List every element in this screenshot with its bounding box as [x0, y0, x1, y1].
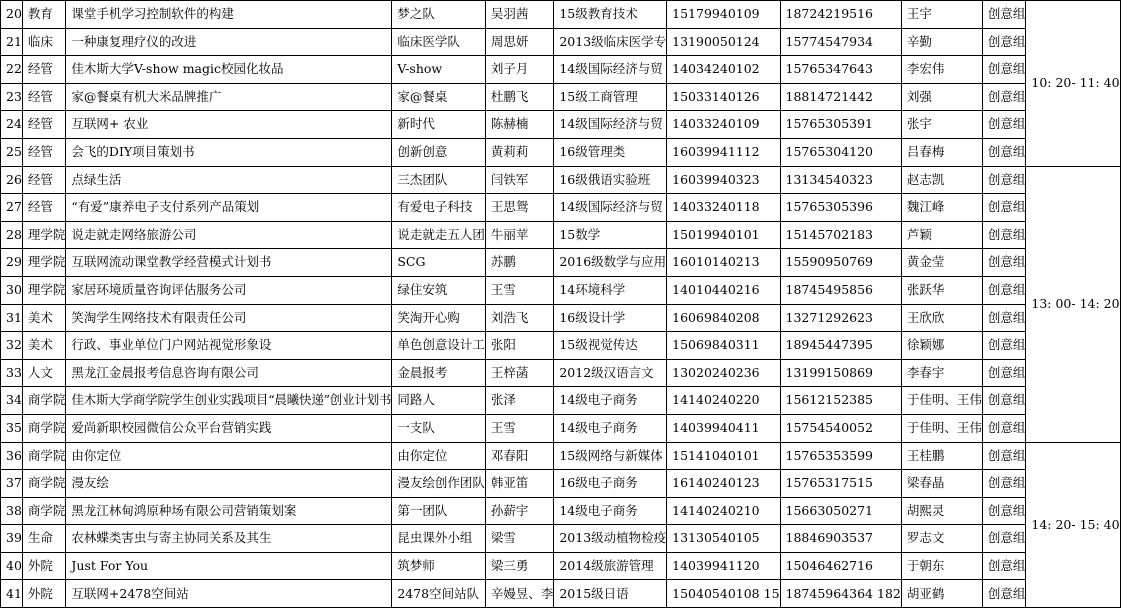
cell-group: 创意组 — [982, 552, 1026, 580]
cell-group: 创意组 — [982, 56, 1026, 84]
cell-department: 经管 — [22, 111, 66, 139]
table-row — [1, 56, 1121, 84]
cell-project: 说走就走网络旅游公司 — [66, 221, 392, 249]
cell-phone: 15765347643 — [780, 56, 901, 84]
table-row — [1, 194, 1121, 222]
table-row — [1, 221, 1121, 249]
cell-project: “有爱”康养电子支付系列产品策划 — [66, 194, 392, 222]
cell-department: 商学院 — [22, 497, 66, 525]
cell-number: 37 — [1, 470, 23, 498]
cell-department: 美术 — [22, 332, 66, 360]
cell-student-id: 16039940323 — [667, 166, 780, 194]
cell-number: 31 — [1, 304, 23, 332]
cell-student-id: 14140240210 — [667, 497, 780, 525]
table-row — [1, 1, 1121, 29]
cell-class: 14级国际经济与贸 — [554, 56, 667, 84]
cell-leader: 杜鹏飞 — [485, 83, 554, 111]
cell-number: 32 — [1, 332, 23, 360]
cell-team: 新时代 — [392, 111, 486, 139]
cell-advisor: 张宇 — [901, 111, 982, 139]
cell-team: 说走就走五人团 — [392, 221, 486, 249]
cell-group: 创意组 — [982, 525, 1026, 553]
cell-student-id: 15019940101 — [667, 221, 780, 249]
cell-phone: 18814721442 — [780, 83, 901, 111]
cell-class: 14级国际经济与贸 — [554, 194, 667, 222]
cell-team: 单色创意设计工 — [392, 332, 486, 360]
cell-team: SCG — [392, 249, 486, 277]
cell-project: 互联网+2478空间站 — [66, 580, 392, 608]
cell-class: 15级教育技术 — [554, 1, 667, 29]
cell-project: 行政、事业单位门户网站视觉形象设 — [66, 332, 392, 360]
cell-department: 教育 — [22, 1, 66, 29]
cell-advisor: 梁春晶 — [901, 470, 982, 498]
cell-class: 2016级数学与应用 — [554, 249, 667, 277]
cell-project: 漫友绘 — [66, 470, 392, 498]
cell-class: 14级电子商务 — [554, 387, 667, 415]
cell-department: 经管 — [22, 166, 66, 194]
cell-class: 2012级汉语言文 — [554, 359, 667, 387]
cell-student-id: 16010140213 — [667, 249, 780, 277]
cell-number: 36 — [1, 442, 23, 470]
table-row — [1, 166, 1121, 194]
cell-leader: 牛丽苹 — [485, 221, 554, 249]
cell-number: 40 — [1, 552, 23, 580]
cell-project: 点绿生活 — [66, 166, 392, 194]
cell-project: 由你定位 — [66, 442, 392, 470]
cell-advisor: 胡亚鹤 — [901, 580, 982, 608]
cell-phone: 13271292623 — [780, 304, 901, 332]
cell-time-slot: 13: 00- 14: 20 — [1026, 166, 1120, 442]
cell-leader: 刘浩飞 — [485, 304, 554, 332]
cell-department: 生命 — [22, 525, 66, 553]
cell-leader: 黄莉莉 — [485, 138, 554, 166]
cell-phone: 13134540323 — [780, 166, 901, 194]
cell-team: 同路人 — [392, 387, 486, 415]
cell-student-id: 15040540108 15 — [667, 580, 780, 608]
cell-number: 39 — [1, 525, 23, 553]
cell-class: 15级视觉传达 — [554, 332, 667, 360]
cell-class: 15级工商管理 — [554, 83, 667, 111]
cell-team: 绿住安筑 — [392, 276, 486, 304]
cell-project: Just For You — [66, 552, 392, 580]
table-row — [1, 442, 1121, 470]
cell-advisor: 张跃华 — [901, 276, 982, 304]
cell-advisor: 刘强 — [901, 83, 982, 111]
table-row — [1, 28, 1121, 56]
cell-advisor: 王宇 — [901, 1, 982, 29]
cell-team: 一支队 — [392, 414, 486, 442]
cell-leader: 王思鸳 — [485, 194, 554, 222]
cell-phone: 13199150869 — [780, 359, 901, 387]
cell-student-id: 14039941120 — [667, 552, 780, 580]
cell-number: 35 — [1, 414, 23, 442]
cell-number: 23 — [1, 83, 23, 111]
cell-advisor: 魏江峰 — [901, 194, 982, 222]
table-row — [1, 304, 1121, 332]
cell-advisor: 罗志文 — [901, 525, 982, 553]
cell-class: 14环境科学 — [554, 276, 667, 304]
table-row — [1, 552, 1121, 580]
cell-leader: 张泽 — [485, 387, 554, 415]
cell-student-id: 14033240109 — [667, 111, 780, 139]
cell-group: 创意组 — [982, 470, 1026, 498]
cell-department: 外院 — [22, 552, 66, 580]
cell-class: 2015级日语 — [554, 580, 667, 608]
cell-advisor: 王桂鹏 — [901, 442, 982, 470]
cell-group: 创意组 — [982, 304, 1026, 332]
cell-class: 2014级旅游管理 — [554, 552, 667, 580]
cell-phone: 15765317515 — [780, 470, 901, 498]
cell-phone: 18724219516 — [780, 1, 901, 29]
cell-leader: 梁雪 — [485, 525, 554, 553]
cell-leader: 王雪 — [485, 414, 554, 442]
cell-department: 人文 — [22, 359, 66, 387]
table-row — [1, 387, 1121, 415]
cell-group: 创意组 — [982, 83, 1026, 111]
cell-student-id: 14010440216 — [667, 276, 780, 304]
cell-department: 经管 — [22, 83, 66, 111]
cell-phone: 15754540052 — [780, 414, 901, 442]
cell-leader: 孙薪宇 — [485, 497, 554, 525]
cell-department: 理学院 — [22, 276, 66, 304]
cell-advisor: 于佳明、王伟 — [901, 414, 982, 442]
cell-group: 创意组 — [982, 387, 1026, 415]
cell-department: 商学院 — [22, 470, 66, 498]
cell-number: 33 — [1, 359, 23, 387]
cell-phone: 15590950769 — [780, 249, 901, 277]
cell-group: 创意组 — [982, 442, 1026, 470]
cell-class: 15数学 — [554, 221, 667, 249]
cell-student-id: 15141040101 — [667, 442, 780, 470]
cell-group: 创意组 — [982, 414, 1026, 442]
cell-number: 26 — [1, 166, 23, 194]
cell-team: V-show — [392, 56, 486, 84]
cell-group: 创意组 — [982, 249, 1026, 277]
cell-group: 创意组 — [982, 138, 1026, 166]
cell-leader: 周思妍 — [485, 28, 554, 56]
cell-project: 黑龙江林甸鸿原种场有限公司营销策划案 — [66, 497, 392, 525]
cell-student-id: 14034240102 — [667, 56, 780, 84]
cell-department: 商学院 — [22, 442, 66, 470]
table-row — [1, 83, 1121, 111]
cell-student-id: 14140240220 — [667, 387, 780, 415]
table-row — [1, 249, 1121, 277]
cell-leader: 辛嫚昱、李 — [485, 580, 554, 608]
cell-team: 第一团队 — [392, 497, 486, 525]
table-row — [1, 332, 1121, 360]
cell-leader: 王雪 — [485, 276, 554, 304]
cell-number: 24 — [1, 111, 23, 139]
cell-leader: 张阳 — [485, 332, 554, 360]
cell-leader: 苏鹏 — [485, 249, 554, 277]
cell-phone: 15663050271 — [780, 497, 901, 525]
cell-department: 外院 — [22, 580, 66, 608]
cell-department: 理学院 — [22, 249, 66, 277]
cell-phone: 15765304120 — [780, 138, 901, 166]
cell-team: 笑淘开心购 — [392, 304, 486, 332]
cell-student-id: 13190050124 — [667, 28, 780, 56]
cell-team: 金晨报考 — [392, 359, 486, 387]
cell-group: 创意组 — [982, 497, 1026, 525]
table-row — [1, 525, 1121, 553]
cell-number: 20 — [1, 1, 23, 29]
cell-student-id: 16039941112 — [667, 138, 780, 166]
cell-leader: 王梓菡 — [485, 359, 554, 387]
cell-leader: 梁三勇 — [485, 552, 554, 580]
cell-number: 21 — [1, 28, 23, 56]
cell-number: 27 — [1, 194, 23, 222]
cell-project: 会飞的DIY项目策划书 — [66, 138, 392, 166]
cell-phone: 15765305391 — [780, 111, 901, 139]
cell-department: 商学院 — [22, 387, 66, 415]
cell-group: 创意组 — [982, 580, 1026, 608]
cell-project: 爱尚新职校园微信公众平台营销实践 — [66, 414, 392, 442]
cell-student-id: 13130540105 — [667, 525, 780, 553]
cell-department: 商学院 — [22, 414, 66, 442]
cell-advisor: 于朝东 — [901, 552, 982, 580]
cell-class: 14级电子商务 — [554, 497, 667, 525]
cell-phone: 18945447395 — [780, 332, 901, 360]
cell-student-id: 15179940109 — [667, 1, 780, 29]
cell-phone: 15612152385 — [780, 387, 901, 415]
cell-project: 家@餐桌有机大米品牌推广 — [66, 83, 392, 111]
cell-student-id: 14039940411 — [667, 414, 780, 442]
cell-team: 筑梦师 — [392, 552, 486, 580]
cell-group: 创意组 — [982, 359, 1026, 387]
cell-advisor: 王欣欣 — [901, 304, 982, 332]
cell-class: 2013级动植物检疫 — [554, 525, 667, 553]
cell-team: 临床医学队 — [392, 28, 486, 56]
cell-project: 课堂手机学习控制软件的构建 — [66, 1, 392, 29]
cell-department: 经管 — [22, 56, 66, 84]
cell-phone: 15765353599 — [780, 442, 901, 470]
cell-student-id: 16069840208 — [667, 304, 780, 332]
cell-student-id: 16140240123 — [667, 470, 780, 498]
cell-time-slot: 14: 20- 15: 40 — [1026, 442, 1120, 608]
table-row — [1, 414, 1121, 442]
cell-advisor: 李春宇 — [901, 359, 982, 387]
cell-group: 创意组 — [982, 28, 1026, 56]
cell-number: 38 — [1, 497, 23, 525]
cell-leader: 闫铁军 — [485, 166, 554, 194]
cell-department: 美术 — [22, 304, 66, 332]
cell-project: 笑淘学生网络技术有限责任公司 — [66, 304, 392, 332]
cell-class: 16级俄语实验班 — [554, 166, 667, 194]
cell-phone: 18745964364 182 — [780, 580, 901, 608]
table-row — [1, 497, 1121, 525]
table-row — [1, 470, 1121, 498]
cell-number: 22 — [1, 56, 23, 84]
cell-advisor: 芦颖 — [901, 221, 982, 249]
cell-team: 2478空间站队 — [392, 580, 486, 608]
cell-department: 理学院 — [22, 221, 66, 249]
cell-project: 黑龙江金晨报考信息咨询有限公司 — [66, 359, 392, 387]
cell-advisor: 胡熙灵 — [901, 497, 982, 525]
cell-group: 创意组 — [982, 194, 1026, 222]
cell-advisor: 徐颖娜 — [901, 332, 982, 360]
cell-leader: 陈赫楠 — [485, 111, 554, 139]
cell-student-id: 13020240236 — [667, 359, 780, 387]
cell-phone: 15765305396 — [780, 194, 901, 222]
cell-class: 14级电子商务 — [554, 414, 667, 442]
cell-class: 2013级临床医学专 — [554, 28, 667, 56]
cell-advisor: 李宏伟 — [901, 56, 982, 84]
cell-department: 经管 — [22, 138, 66, 166]
cell-advisor: 黄金莹 — [901, 249, 982, 277]
cell-phone: 15145702183 — [780, 221, 901, 249]
cell-phone: 18846903537 — [780, 525, 901, 553]
cell-team: 有爱电子科技 — [392, 194, 486, 222]
cell-student-id: 14033240118 — [667, 194, 780, 222]
cell-project: 互联网流动课堂教学经营模式计划书 — [66, 249, 392, 277]
cell-advisor: 赵志凯 — [901, 166, 982, 194]
cell-student-id: 15069840311 — [667, 332, 780, 360]
cell-project: 佳木斯大学商学院学生创业实践项目“晨曦快递”创业计划书 — [66, 387, 392, 415]
cell-class: 16级设计学 — [554, 304, 667, 332]
cell-number: 28 — [1, 221, 23, 249]
cell-group: 创意组 — [982, 111, 1026, 139]
cell-class: 14级国际经济与贸 — [554, 111, 667, 139]
cell-project: 互联网+ 农业 — [66, 111, 392, 139]
cell-number: 41 — [1, 580, 23, 608]
cell-project: 一种康复理疗仪的改进 — [66, 28, 392, 56]
cell-advisor: 于佳明、王伟 — [901, 387, 982, 415]
cell-team: 创新创意 — [392, 138, 486, 166]
table-row — [1, 138, 1121, 166]
cell-project: 家居环境质量咨询评估服务公司 — [66, 276, 392, 304]
cell-number: 34 — [1, 387, 23, 415]
table-row — [1, 111, 1121, 139]
table-row — [1, 580, 1121, 608]
cell-team: 家@餐桌 — [392, 83, 486, 111]
cell-number: 29 — [1, 249, 23, 277]
cell-phone: 15774547934 — [780, 28, 901, 56]
table-row — [1, 359, 1121, 387]
cell-time-slot: 10: 20- 11: 40 — [1026, 1, 1120, 167]
cell-number: 25 — [1, 138, 23, 166]
cell-class: 16级管理类 — [554, 138, 667, 166]
cell-project: 农林蝶类害虫与寄主协同关系及其生 — [66, 525, 392, 553]
cell-group: 创意组 — [982, 332, 1026, 360]
cell-leader: 刘子月 — [485, 56, 554, 84]
cell-group: 创意组 — [982, 166, 1026, 194]
cell-department: 经管 — [22, 194, 66, 222]
cell-group: 创意组 — [982, 221, 1026, 249]
cell-team: 梦之队 — [392, 1, 486, 29]
cell-leader: 吴羽茜 — [485, 1, 554, 29]
cell-department: 临床 — [22, 28, 66, 56]
cell-leader: 邓春阳 — [485, 442, 554, 470]
cell-phone: 18745495856 — [780, 276, 901, 304]
cell-team: 三杰团队 — [392, 166, 486, 194]
cell-number: 30 — [1, 276, 23, 304]
cell-group: 创意组 — [982, 1, 1026, 29]
cell-team: 由你定位 — [392, 442, 486, 470]
cell-class: 15级网络与新媒体 — [554, 442, 667, 470]
cell-class: 16级电子商务 — [554, 470, 667, 498]
cell-leader: 韩亚笛 — [485, 470, 554, 498]
table-row — [1, 276, 1121, 304]
cell-group: 创意组 — [982, 276, 1026, 304]
cell-student-id: 15033140126 — [667, 83, 780, 111]
cell-project: 佳木斯大学V-show magic校园化妆品 — [66, 56, 392, 84]
cell-advisor: 吕春梅 — [901, 138, 982, 166]
cell-team: 昆虫课外小组 — [392, 525, 486, 553]
cell-phone: 15046462716 — [780, 552, 901, 580]
cell-team: 漫友绘创作团队 — [392, 470, 486, 498]
cell-advisor: 辛勤 — [901, 28, 982, 56]
